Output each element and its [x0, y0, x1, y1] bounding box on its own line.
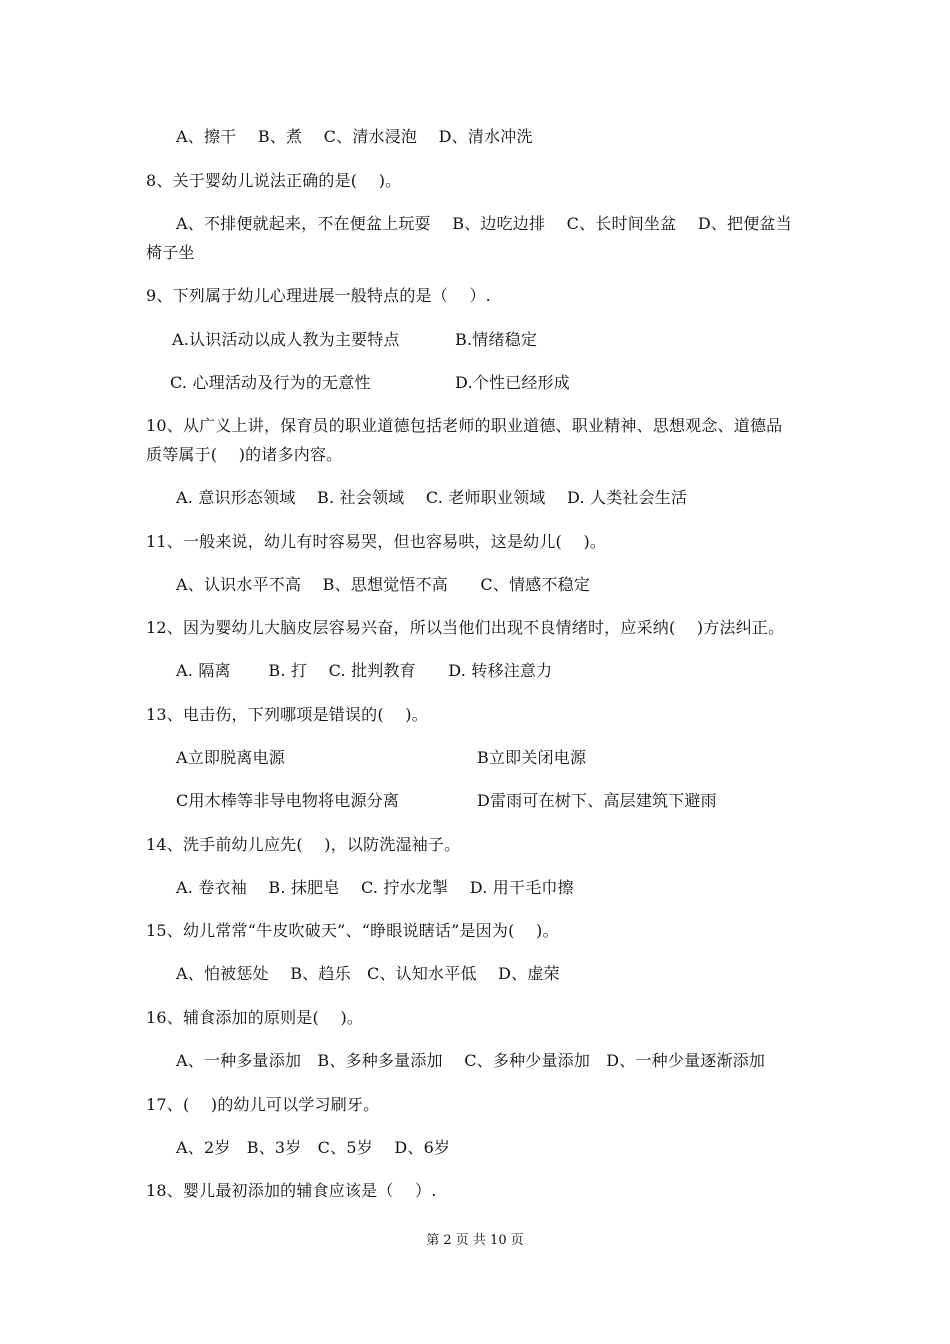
q17-stem: 17、( )的幼儿可以学习刷牙。: [146, 1095, 380, 1114]
q16-options: A、一种多量添加 B、多种多量添加 C、多种少量添加 D、一种少量逐渐添加: [176, 1051, 766, 1070]
q8-options: A、不排便就起来，不在便盆上玩耍 B、边吃边排 C、长时间坐盆 D、把便盆当: [176, 214, 792, 233]
q8-options-continued: 椅子坐: [146, 243, 195, 262]
q16-stem: 16、辅食添加的原则是( )。: [146, 1008, 364, 1027]
q10-options: A. 意识形态领域 B. 社会领域 C. 老师职业领域 D. 人类社会生活: [176, 488, 688, 507]
q17-options: A、2岁 B、3岁 C、5岁 D、6岁: [176, 1138, 451, 1157]
q13-stem: 13、电击伤，下列哪项是错误的( )。: [146, 705, 428, 724]
q14-options: A. 卷衣袖 B. 抹肥皂 C. 拧水龙掣 D. 用干毛巾擦: [176, 878, 574, 897]
q18-stem: 18、婴儿最初添加的辅食应该是（ ）.: [146, 1181, 437, 1200]
page-footer: 第 2 页 共 10 页: [426, 1233, 524, 1248]
q9-option-b: B.情绪稳定: [455, 330, 538, 349]
q15-options: A、怕被惩处 B、趋乐 C、认知水平低 D、虚荣: [176, 964, 560, 983]
q10-stem-continued: 质等属于( )的诸多内容。: [146, 445, 343, 464]
q9-option-c: C. 心理活动及行为的无意性: [170, 373, 371, 392]
q14-stem: 14、洗手前幼儿应先( )，以防洗湿袖子。: [146, 835, 461, 854]
q15-stem: 15、幼儿常常“牛皮吹破天”、“睁眼说瞎话”是因为( )。: [146, 921, 559, 940]
q12-options: A. 隔离 B. 打 C. 批判教育 D. 转移注意力: [176, 661, 553, 680]
q13-option-b: B立即关闭电源: [477, 748, 587, 767]
q12-stem: 12、因为婴幼儿大脑皮层容易兴奋，所以当他们出现不良情绪时，应采纳( )方法纠正。: [146, 618, 785, 637]
q9-option-d: D.个性已经形成: [455, 373, 570, 392]
q11-options: A、认识水平不高 B、思想觉悟不高 C、情感不稳定: [176, 575, 591, 594]
q10-stem: 10、从广义上讲，保育员的职业道德包括老师的职业道德、职业精神、思想观念、道德品: [146, 416, 783, 435]
q13-option-d: D雷雨可在树下、高层建筑下避雨: [477, 791, 717, 810]
q13-option-c: C用木棒等非导电物将电源分离: [176, 791, 400, 810]
q7-options: A、擦干 B、煮 C、清水浸泡 D、清水冲洗: [176, 127, 533, 146]
q9-option-a: A.认识活动以成人教为主要特点: [172, 330, 400, 349]
q8-stem: 8、关于婴幼儿说法正确的是( )。: [146, 171, 402, 190]
q11-stem: 11、一般来说，幼儿有时容易哭，但也容易哄，这是幼儿( )。: [146, 532, 607, 551]
q9-stem: 9、下列属于幼儿心理进展一般特点的是（ ）.: [146, 286, 491, 305]
q13-option-a: A立即脱离电源: [176, 748, 285, 767]
